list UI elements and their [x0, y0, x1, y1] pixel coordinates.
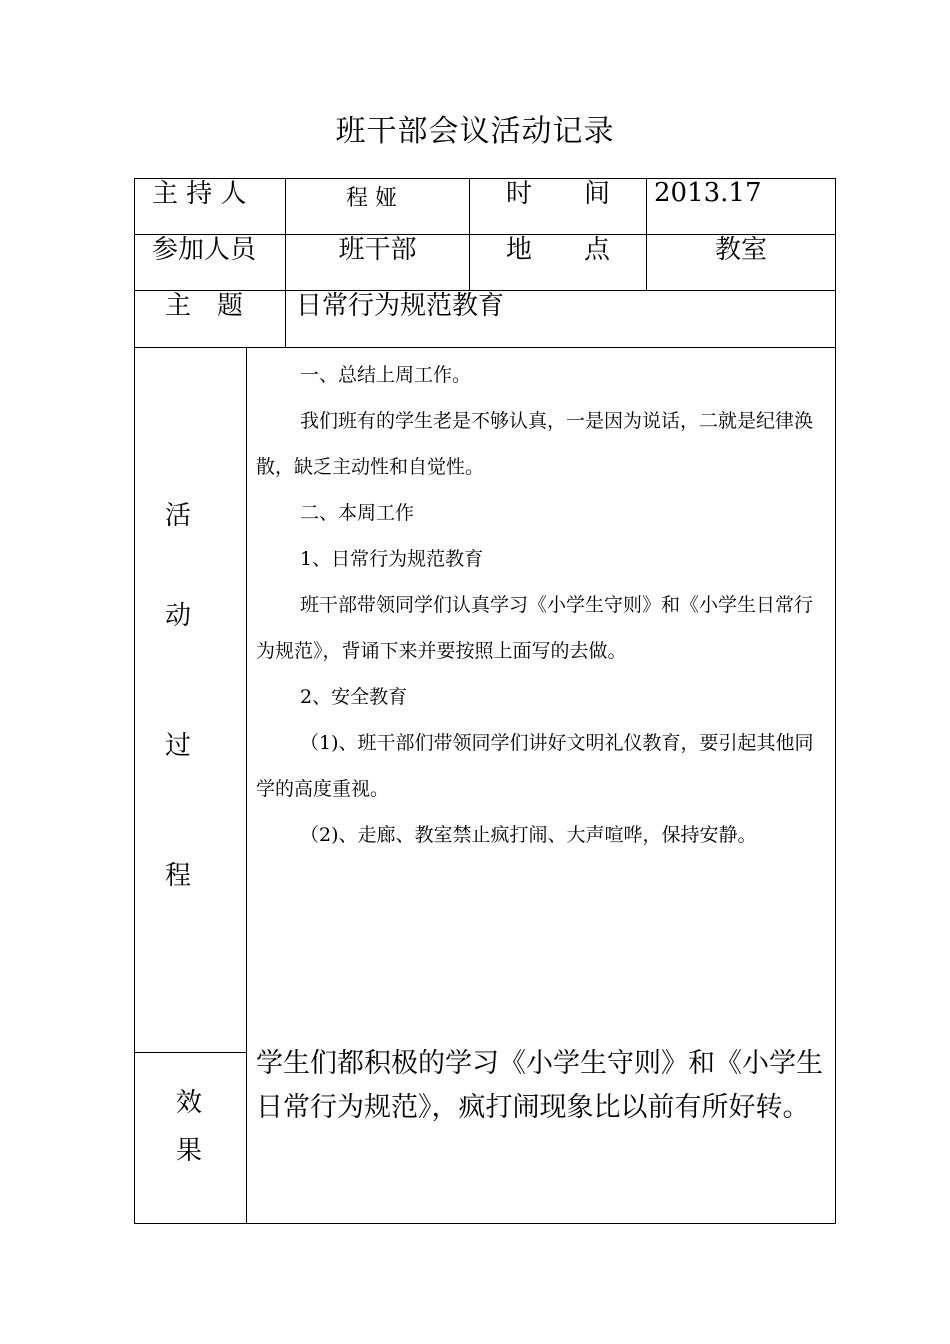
process-line: 一、总结上周工作。	[300, 364, 472, 386]
effect-label-char: 果	[176, 1136, 203, 1166]
process-label-char: 活	[165, 501, 192, 531]
topic-label: 主 题	[165, 291, 244, 321]
column-divider	[246, 347, 247, 1224]
process-line: 班干部带领同学们认真学习《小学生守则》和《小学生日常行为规范》，背诵下来并要按照上面写的去做。	[256, 594, 814, 662]
row-divider	[134, 347, 836, 348]
process-line: 二、本周工作	[300, 502, 415, 524]
page-title: 班干部会议活动记录	[335, 114, 615, 149]
table-border-left	[134, 178, 135, 1224]
host-value: 程 娅	[346, 186, 397, 211]
effect-text: 学生们都积极的学习《小学生守则》和《小学生日常行为规范》，疯打闹现象比以前有所好转。	[256, 1048, 823, 1123]
column-divider	[469, 178, 470, 291]
place-label: 地 点	[506, 235, 611, 265]
process-line: （2)、走廊、教室禁止疯打闹、大声喧哗，保持安静。	[300, 824, 757, 846]
topic-value: 日常行为规范教育	[296, 291, 505, 321]
time-label: 时 间	[506, 179, 611, 209]
process-label-char: 过	[165, 731, 192, 761]
time-value: 2013.17	[654, 178, 762, 208]
place-value: 教室	[714, 235, 767, 265]
table-border-right	[835, 178, 836, 1224]
process-line: 1、日常行为规范教育	[300, 548, 484, 570]
process-label-char: 动	[165, 601, 192, 631]
table-border-bottom	[134, 1223, 836, 1224]
attendees-value: 班干部	[338, 235, 417, 265]
effect-label-char: 效	[176, 1088, 203, 1118]
row-divider	[134, 1052, 246, 1053]
process-line: 2、安全教育	[300, 686, 408, 708]
process-label-char: 程	[165, 861, 192, 891]
process-line: （1)、班干部们带领同学们讲好文明礼仪教育，要引起其他同学的高度重视。	[256, 732, 814, 800]
process-line: 我们班有的学生老是不够认真，一是因为说话，二就是纪律涣散，缺乏主动性和自觉性。	[256, 410, 814, 478]
host-label: 主 持 人	[152, 179, 247, 209]
attendees-label: 参加人员	[152, 235, 257, 265]
